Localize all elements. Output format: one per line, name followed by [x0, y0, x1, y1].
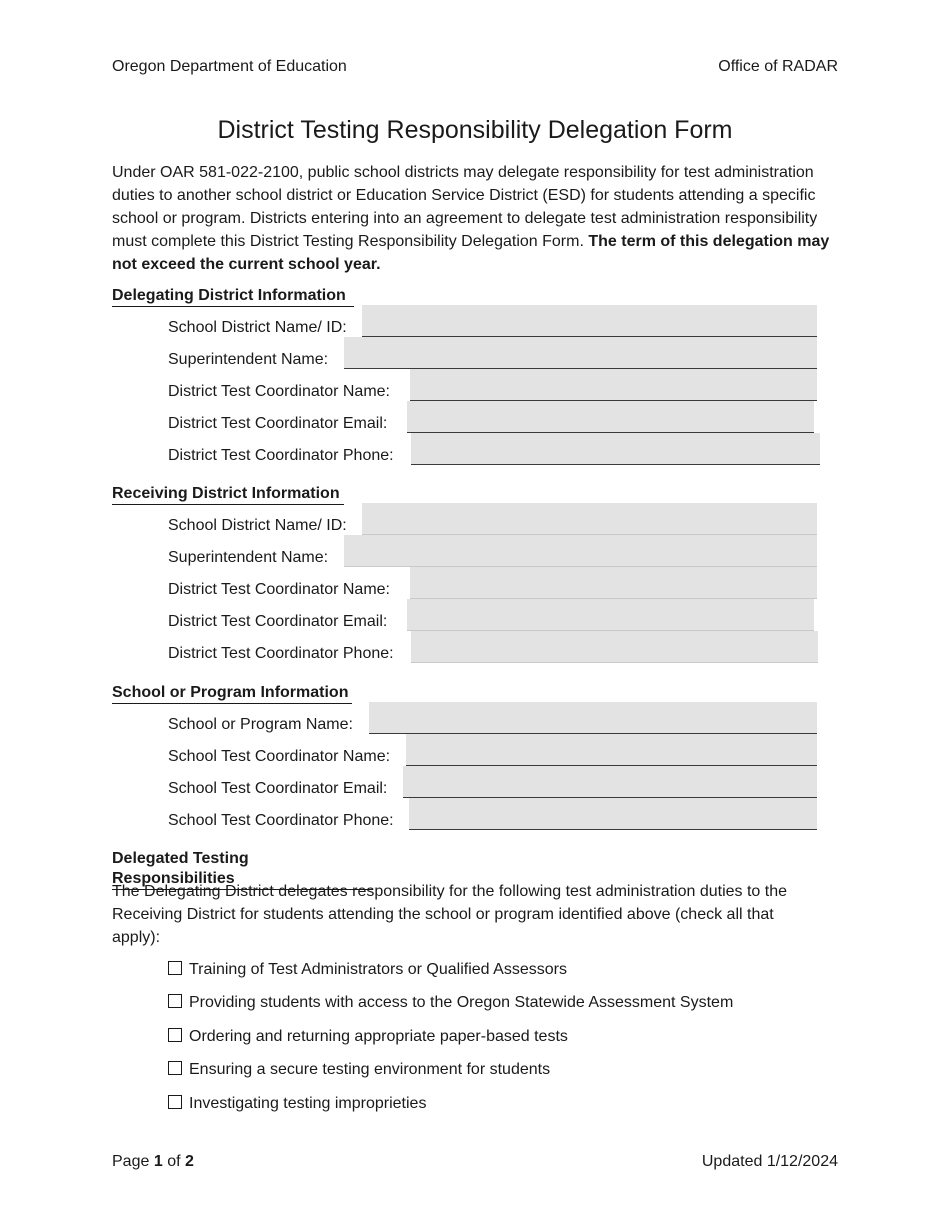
- checkbox-icon[interactable]: [168, 1028, 182, 1042]
- delegating-dtc-name-field[interactable]: [410, 369, 817, 401]
- receiving-dtc-name-label: District Test Coordinator Name:: [168, 581, 390, 598]
- delegating-dtc-name-label: District Test Coordinator Name:: [168, 383, 390, 400]
- delegating-superintendent-field[interactable]: [344, 337, 817, 369]
- intro-text: Under OAR 581-022-2100, public school districts may delegate responsibility for test administration duties to another school district or Education Service District (ESD) for students attending a specific school or program. Districts entering into an agreement to delegate test administration responsibility must complete this District Testing Responsibility Delegation Form.: [112, 164, 818, 250]
- check-system-access[interactable]: Providing students with access to the Oregon Statewide Assessment System: [168, 993, 733, 1013]
- responsibilities-paragraph: The Delegating District delegates responsibility for the following test administration duties to the Receiving District for students attending the school or program identified above (check all that apply):: [112, 883, 788, 946]
- school-stc-name-label: School Test Coordinator Name:: [168, 748, 391, 765]
- delegating-section-heading: Delegating District Information: [112, 286, 354, 307]
- check-training[interactable]: Training of Test Administrators or Qualified Assessors: [168, 960, 567, 980]
- receiving-dtc-name-field[interactable]: [410, 567, 817, 599]
- school-section-heading: School or Program Information: [112, 683, 352, 704]
- intro-bold-note: The term of this delegation may not exceed the current school year.: [112, 233, 830, 273]
- receiving-dtc-phone-label: District Test Coordinator Phone:: [168, 645, 394, 662]
- delegating-district-name-label: School District Name/ ID:: [168, 319, 347, 336]
- page-indicator: Page 1 of 2: [112, 1153, 194, 1170]
- checkbox-icon[interactable]: [168, 961, 182, 975]
- page-title: District Testing Responsibility Delegation Form: [217, 116, 733, 144]
- checkbox-icon[interactable]: [168, 1061, 182, 1075]
- updated-date: Updated 1/12/2024: [701, 1153, 838, 1170]
- receiving-dtc-phone-field[interactable]: [411, 631, 818, 663]
- responsibilities-section-heading: Delegated Testing Responsibilities: [112, 849, 373, 890]
- delegating-dtc-email-label: District Test Coordinator Email:: [168, 415, 388, 432]
- checkbox-icon[interactable]: [168, 1095, 182, 1109]
- receiving-district-name-field[interactable]: [362, 503, 817, 535]
- receiving-superintendent-field[interactable]: [344, 535, 817, 567]
- header-office: Office of RADAR: [718, 58, 838, 75]
- receiving-section-heading: Receiving District Information: [112, 484, 344, 505]
- school-name-field[interactable]: [369, 702, 817, 734]
- school-stc-email-label: School Test Coordinator Email:: [168, 780, 388, 797]
- delegating-dtc-email-field[interactable]: [407, 401, 814, 433]
- delegating-district-name-field[interactable]: [362, 305, 817, 337]
- checkbox-icon[interactable]: [168, 994, 182, 1008]
- delegating-dtc-phone-field[interactable]: [411, 433, 820, 465]
- school-stc-phone-field[interactable]: [409, 798, 817, 830]
- school-stc-phone-label: School Test Coordinator Phone:: [168, 812, 394, 829]
- check-secure-environment[interactable]: Ensuring a secure testing environment for students: [168, 1060, 550, 1080]
- school-stc-name-field[interactable]: [406, 734, 817, 766]
- header-organization: Oregon Department of Education: [112, 58, 347, 75]
- check-paper-tests[interactable]: Ordering and returning appropriate paper-based tests: [168, 1027, 568, 1047]
- receiving-district-name-label: School District Name/ ID:: [168, 517, 347, 534]
- school-name-label: School or Program Name:: [168, 716, 353, 733]
- intro-paragraph: [112, 161, 838, 276]
- receiving-dtc-email-field[interactable]: [407, 599, 814, 631]
- school-stc-email-field[interactable]: [403, 766, 817, 798]
- receiving-dtc-email-label: District Test Coordinator Email:: [168, 613, 388, 630]
- delegating-superintendent-label: Superintendent Name:: [168, 351, 329, 368]
- check-improprieties[interactable]: Investigating testing improprieties: [168, 1094, 426, 1114]
- receiving-superintendent-label: Superintendent Name:: [168, 549, 329, 566]
- delegating-dtc-phone-label: District Test Coordinator Phone:: [168, 447, 394, 464]
